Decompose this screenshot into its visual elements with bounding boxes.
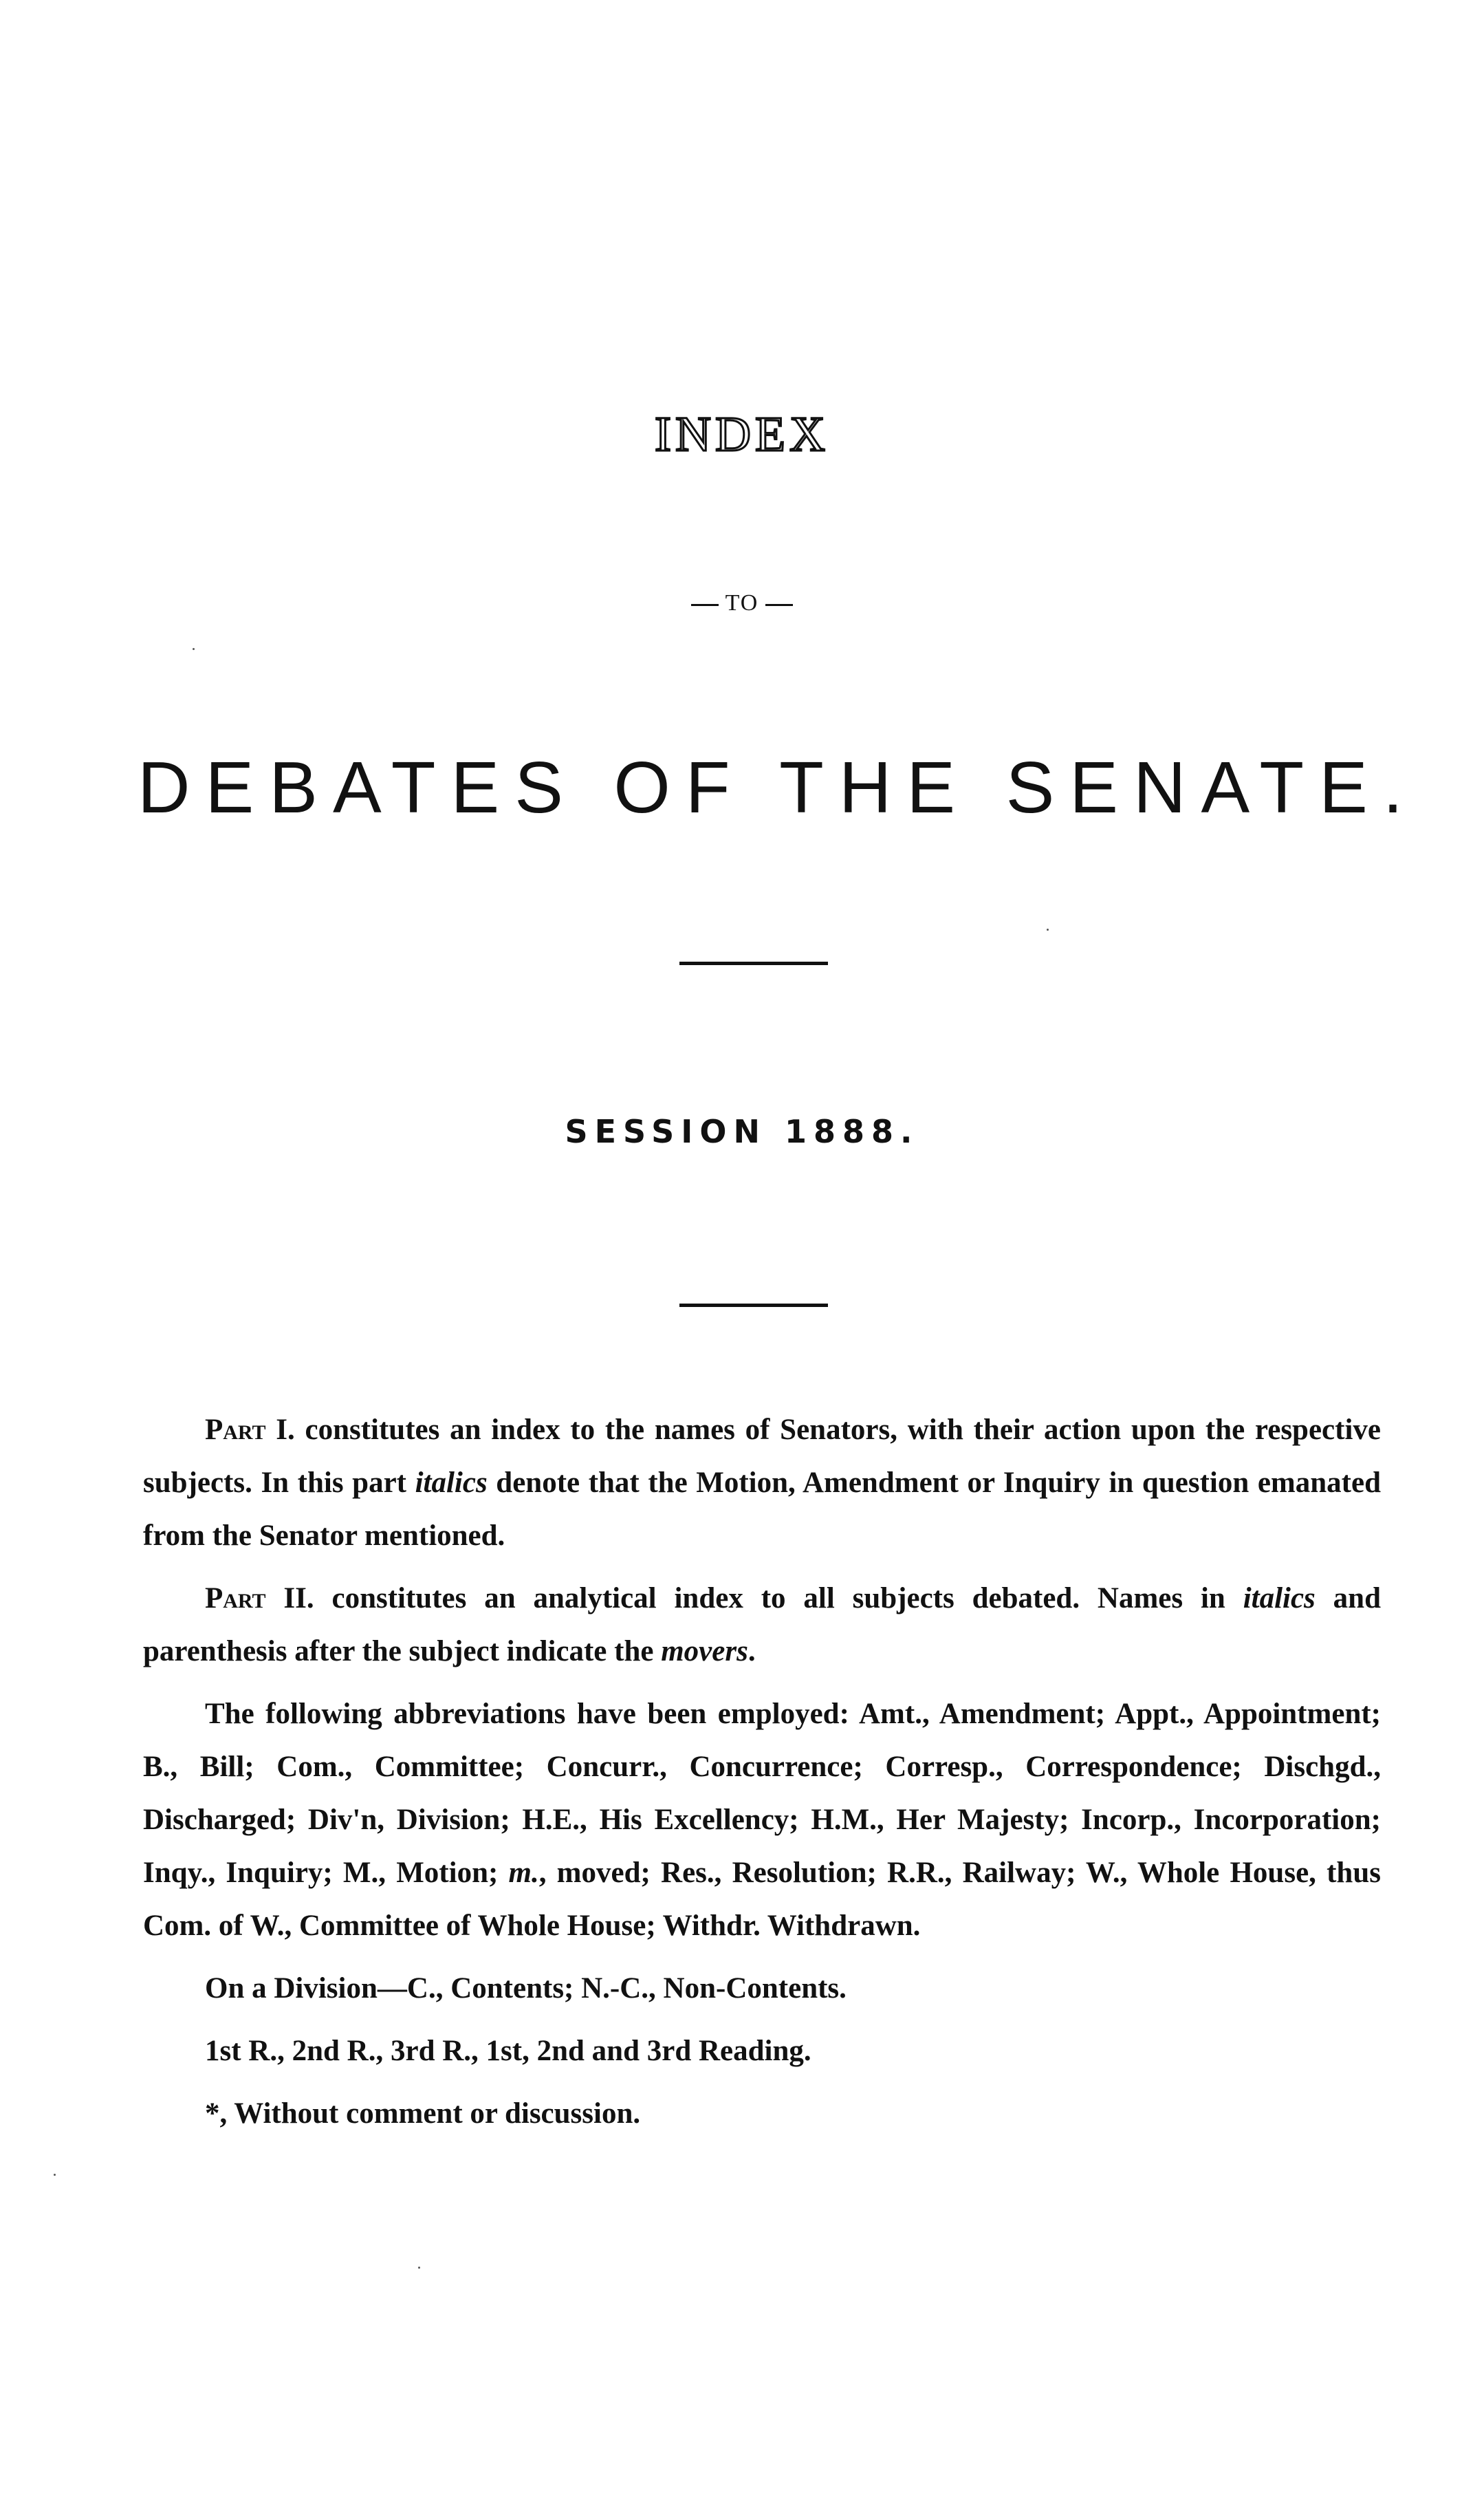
paper-speck bbox=[193, 648, 195, 650]
part-1-italic: italics bbox=[415, 1467, 488, 1499]
part-2-text-a: constitutes an analytical index to all subjects debated. Names in bbox=[314, 1582, 1243, 1614]
dash-left bbox=[691, 604, 719, 606]
part-1-lead: Part I. bbox=[205, 1414, 295, 1446]
part-1-text-b: denote that the Motion, Amendment or Inquiry in question emanated from the Senator mentioned. bbox=[143, 1467, 1381, 1552]
part-1-text-a: constitutes an index to the names of Senators, with their action upon the respective subjects. In this part bbox=[143, 1414, 1381, 1499]
paper-speck bbox=[1047, 929, 1049, 931]
abbrev-italic: m. bbox=[508, 1857, 539, 1889]
part-2-lead: Part II. bbox=[205, 1582, 314, 1614]
part-2-text-b: and parenthesis after the subject indicate the bbox=[143, 1582, 1381, 1667]
session-heading: SESSION 1888. bbox=[565, 1113, 919, 1150]
paragraph-part-1 bbox=[143, 1403, 1381, 1562]
abbrev-text-b: , moved; Res., Resolution; R.R., Railway; W., Whole House, thus Com. of W., Committee of Whole House; Withdr. Withdrawn. bbox=[143, 1857, 1381, 1942]
divider-rule-bottom bbox=[679, 1304, 828, 1307]
part-2-italic-movers: movers bbox=[661, 1635, 748, 1667]
paragraph-asterisk: *, Without comment or discussion. bbox=[205, 2097, 641, 2130]
explanatory-text bbox=[143, 1403, 1381, 2150]
part-2-italic: italics bbox=[1243, 1582, 1316, 1614]
paragraph-division: On a Division—C., Contents; N.-C., Non-Contents. bbox=[205, 1972, 847, 2005]
to-line bbox=[0, 590, 1484, 616]
paragraph-abbreviations bbox=[143, 1687, 1381, 1952]
paragraph-part-2 bbox=[143, 1572, 1381, 1678]
main-title: DEBATES OF THE SENATE. bbox=[138, 747, 1419, 828]
abbrev-text-a: The following abbreviations have been employed: Amt., Amendment; Appt., Appointment; B., Bill; Com., Committee; Concurr., Concurrence; Corresp., Correspondence; Dischgd., Discharged; Div'n, Division; H.E., His Excellency; H.M., Her Majesty; Incorp., Incorporation; Inqy., Inquiry; M., Motion; bbox=[143, 1698, 1381, 1889]
part-2-text-c: . bbox=[748, 1635, 756, 1667]
dash-right bbox=[765, 604, 793, 606]
divider-rule-top bbox=[679, 962, 828, 965]
paper-speck bbox=[54, 2174, 56, 2176]
index-title: INDEX bbox=[655, 407, 829, 462]
paper-speck bbox=[418, 2267, 420, 2269]
paragraph-readings: 1st R., 2nd R., 3rd R., 1st, 2nd and 3rd Reading. bbox=[205, 2035, 811, 2067]
to-label: TO bbox=[725, 590, 759, 616]
